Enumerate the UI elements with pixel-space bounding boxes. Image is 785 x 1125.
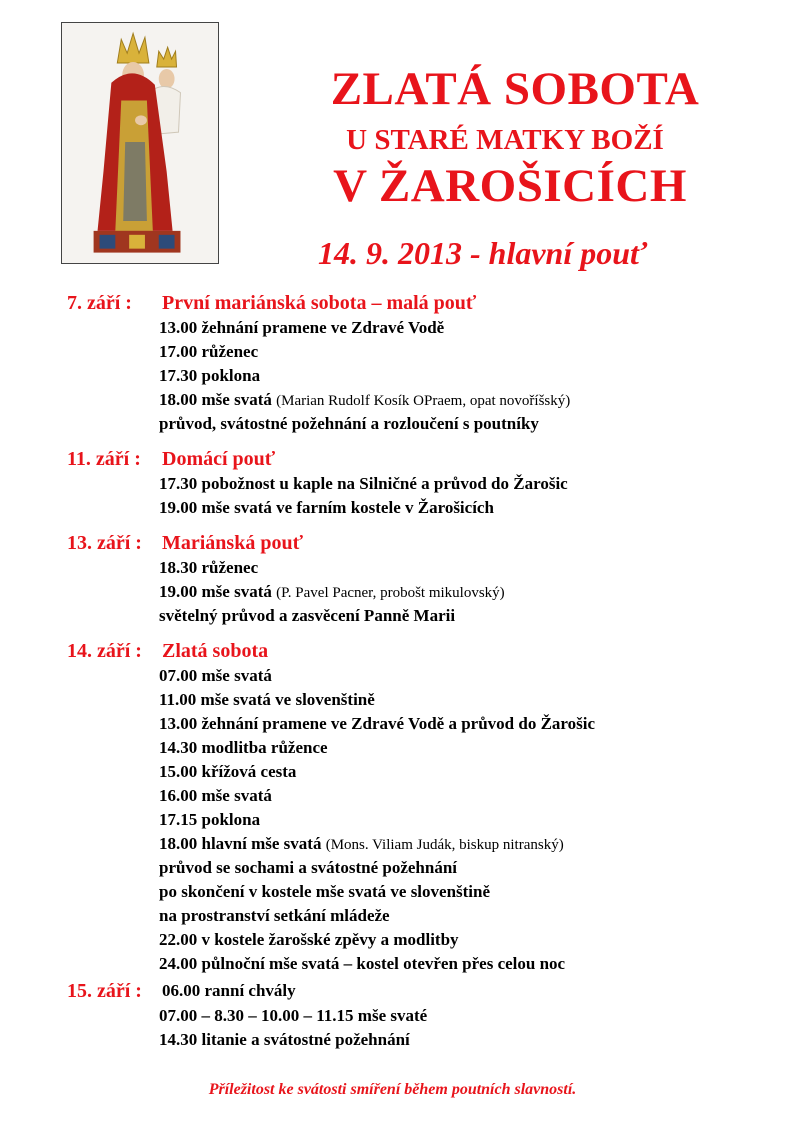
schedule-item: 18.30 růženec: [159, 558, 259, 577]
schedule-item: 18.00 mše svatá (Marian Rudolf Kosík OPraem, opat novoříšský): [159, 390, 571, 409]
schedule-item: průvod, svátostné požehnání a rozloučení s poutníky: [159, 414, 539, 433]
day-items: [159, 556, 785, 628]
schedule-item: 24.00 půlnoční mše svatá – kostel otevřen přes celou noc: [159, 954, 566, 973]
day-heading: [0, 446, 785, 472]
day-title: Mariánská pouť: [162, 532, 304, 554]
day-15-zari: [0, 978, 785, 1052]
title-zarosicich: V ŽAROŠICÍCH: [333, 160, 687, 212]
schedule-item: 14.30 litanie a svátostné požehnání: [159, 1030, 410, 1049]
schedule-item: 07.00 mše svatá: [159, 666, 272, 685]
day-7-zari: [0, 290, 785, 436]
day-items: [159, 316, 785, 436]
schedule-item: 16.00 mše svatá: [159, 786, 272, 805]
schedule-item: 14.30 modlitba růžence: [159, 738, 328, 757]
schedule-item: na prostranství setkání mládeže: [159, 906, 390, 925]
schedule-item: 17.00 růženec: [159, 342, 259, 361]
day-11-zari: [0, 446, 785, 520]
day-title: Zlatá sobota: [162, 640, 269, 662]
day-heading: [0, 638, 785, 664]
schedule-item: 17.30 poklona: [159, 366, 261, 385]
day-title: Domácí pouť: [162, 448, 276, 470]
schedule-item: 13.00 žehnání pramene ve Zdravé Vodě: [159, 318, 445, 337]
day-heading: [0, 978, 785, 1004]
celebrant-note: (P. Pavel Pacner, probošt mikulovský): [276, 585, 505, 601]
celebrant-note: (Mons. Viliam Judák, biskup nitranský): [325, 837, 564, 853]
day-14-zari: [0, 638, 785, 976]
day-items: [159, 664, 785, 976]
schedule-item: 06.00 ranní chvály: [162, 981, 296, 1000]
schedule-item: průvod se sochami a svátostné požehnání: [159, 858, 458, 877]
day-items: [159, 1004, 785, 1052]
day-date-label: 11. září :: [67, 448, 141, 470]
schedule-item: 11.00 mše svatá ve slovenštině: [159, 690, 375, 709]
day-date-label: 7. září :: [67, 292, 132, 314]
madonna-statue-photo: [61, 22, 219, 264]
day-date-label: 14. září :: [67, 640, 142, 662]
schedule-item: 07.00 – 8.30 – 10.00 – 11.15 mše svaté: [159, 1006, 428, 1025]
schedule-item: 17.15 poklona: [159, 810, 261, 829]
title-zlata-sobota: ZLATÁ SOBOTA: [330, 63, 700, 115]
schedule-item: 15.00 křížová cesta: [159, 762, 297, 781]
schedule-item: 17.30 pobožnost u kaple na Silničné a průvod do Žarošic: [159, 474, 568, 493]
confession-note: Příležitost ke svátosti smíření během poutních slavností.: [208, 1081, 577, 1098]
day-title: První mariánská sobota – malá pouť: [162, 292, 477, 314]
schedule-item: 19.00 mše svatá (P. Pavel Pacner, probošt mikulovský): [159, 582, 505, 601]
schedule-item: 22.00 v kostele žarošské zpěvy a modlitby: [159, 930, 459, 949]
schedule-item: po skončení v kostele mše svatá ve slovenštině: [159, 882, 491, 901]
title-stare-matky-bozi: U STARÉ MATKY BOŽÍ: [346, 124, 664, 156]
schedule-item: 18.00 hlavní mše svatá (Mons. Viliam Judák, biskup nitranský): [159, 834, 564, 853]
main-pilgrimage-date: 14. 9. 2013 - hlavní pouť: [318, 235, 648, 271]
day-date-label: 13. září :: [67, 532, 142, 554]
schedule: [0, 290, 785, 1062]
day-heading: [0, 530, 785, 556]
day-date-label: 15. září :: [67, 980, 142, 1002]
day-items: [159, 472, 785, 520]
schedule-item: 13.00 žehnání pramene ve Zdravé Vodě a průvod do Žarošic: [159, 714, 596, 733]
schedule-item: 19.00 mše svatá ve farním kostele v Žarošicích: [159, 498, 494, 517]
day-13-zari: [0, 530, 785, 628]
celebrant-note: (Marian Rudolf Kosík OPraem, opat novoříšský): [276, 393, 571, 409]
madonna-statue-illustration: [62, 23, 218, 263]
day-heading: [0, 290, 785, 316]
schedule-item: světelný průvod a zasvěcení Panně Marii: [159, 606, 456, 625]
